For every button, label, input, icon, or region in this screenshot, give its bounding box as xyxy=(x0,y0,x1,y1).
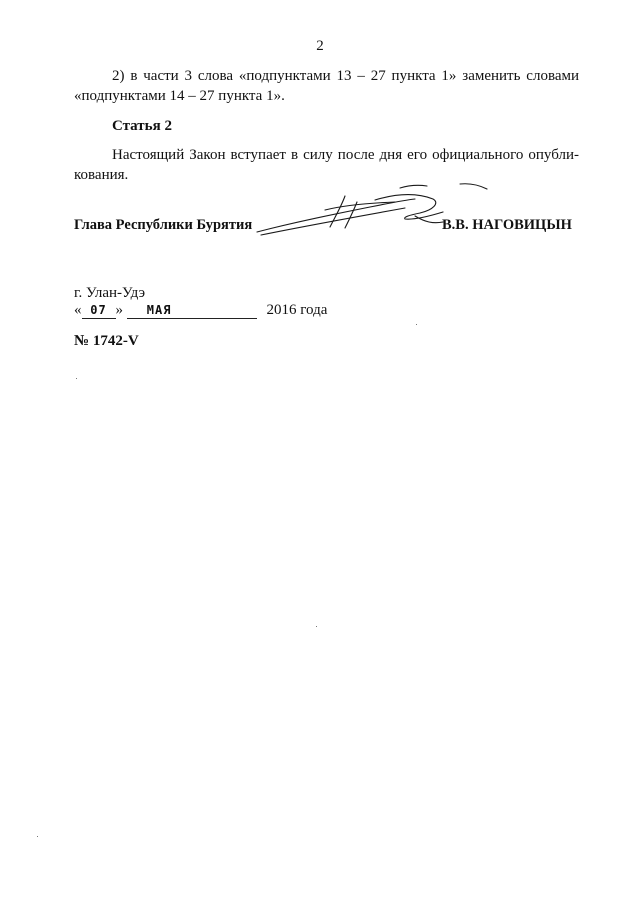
place: г. Улан-Удэ xyxy=(74,285,146,301)
signature-title: Глава Республики Бурятия xyxy=(74,217,253,233)
date-month-field xyxy=(127,302,257,319)
scan-speck xyxy=(76,378,77,379)
date-close-quote: » xyxy=(115,302,123,318)
law-number: № 1742-V xyxy=(74,333,139,349)
signatory-name: В.В. НАГОВИЦЫН xyxy=(442,217,572,233)
article-text-line-1: Настоящий Закон вступает в силу после дня его официального опубли- xyxy=(112,147,579,163)
scan-speck xyxy=(316,626,317,627)
date-month: МАЯ xyxy=(146,303,172,317)
amendment-line-2: «подпунктами 14 – 27 пункта 1». xyxy=(74,88,285,104)
article-text-line-2: кования. xyxy=(74,167,129,183)
scan-speck xyxy=(37,836,38,837)
date-year: 2016 года xyxy=(266,302,328,318)
date-day-field xyxy=(82,302,116,319)
date-line xyxy=(74,302,327,319)
date-open-quote: « xyxy=(74,302,82,318)
page-number: 2 xyxy=(316,38,324,54)
scan-speck xyxy=(416,324,417,325)
amendment-line-1: 2) в части 3 слова «подпунктами 13 – 27 пункта 1» заменить словами xyxy=(112,68,579,84)
date-day: 07 xyxy=(90,303,107,317)
article-heading: Статья 2 xyxy=(112,118,172,134)
